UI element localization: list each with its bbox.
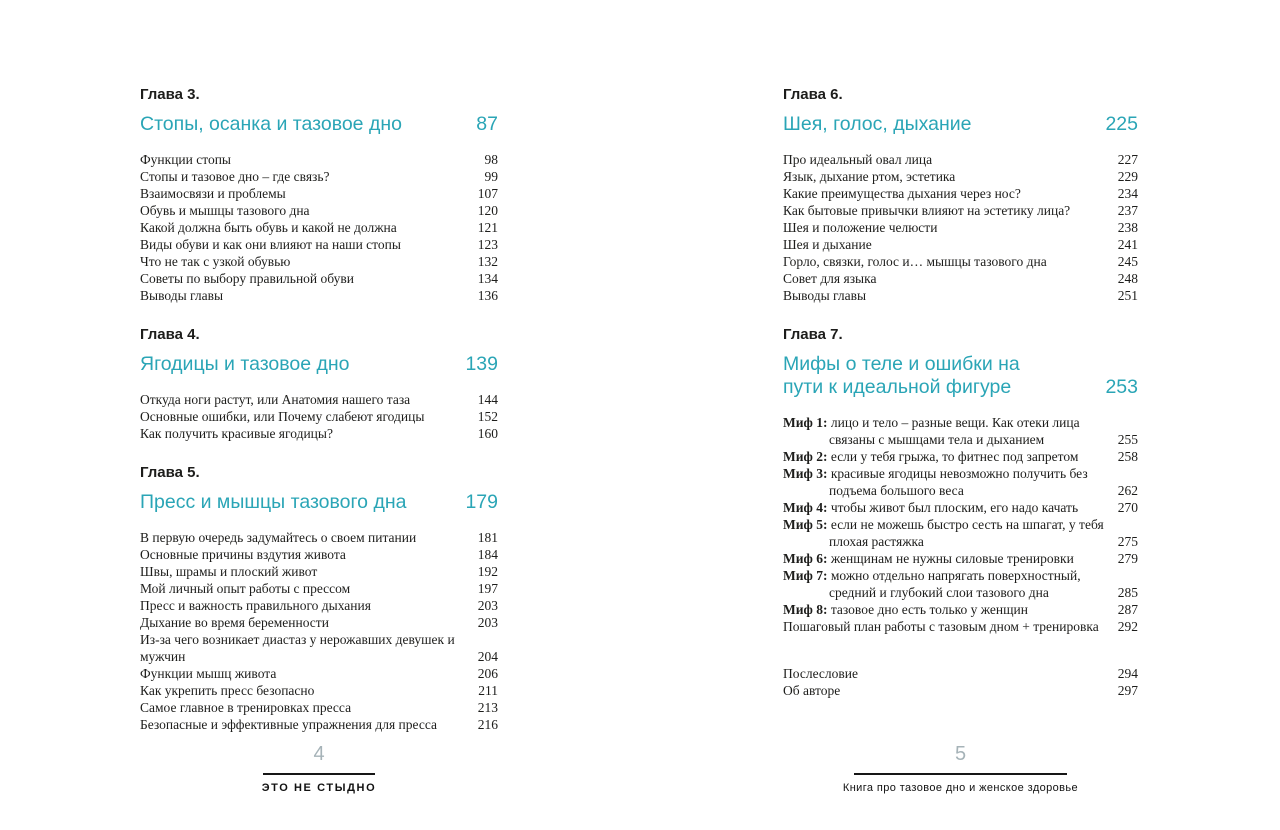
- toc-entry: [140, 529, 498, 546]
- toc-entry-text: Миф 1: лицо и тело – разные вещи. Как отеки лица связаны с мышцами тела и дыханием: [783, 415, 1080, 447]
- toc-entry-text: Послесловие: [783, 666, 858, 681]
- toc-entry-page: 184: [477, 547, 498, 562]
- toc-entry: [140, 425, 498, 442]
- toc-entry: [783, 448, 1138, 465]
- toc-entry-text: Безопасные и эффективные упражнения для пресса: [140, 717, 437, 732]
- toc-entry-page: 181: [477, 530, 498, 545]
- toc-entry-bold-prefix: Миф 6:: [783, 551, 828, 566]
- toc-entry-page: 203: [477, 598, 498, 613]
- toc-entry-text: Миф 8: тазовое дно есть только у женщин: [783, 602, 1028, 617]
- toc-entry-text: Как бытовые привычки влияют на эстетику лица?: [783, 203, 1071, 218]
- toc-entry: [783, 219, 1138, 236]
- chapter-label: Глава 4.: [140, 326, 200, 343]
- toc-entry-page: 203: [477, 615, 498, 630]
- footer-caption: Книга про тазовое дно и женское здоровье: [842, 781, 1079, 794]
- toc-entry-page: 132: [477, 254, 498, 269]
- toc-entry-text: Откуда ноги растут, или Анатомия нашего таза: [140, 392, 411, 407]
- toc-page-right: [783, 86, 1138, 699]
- toc-entry-page: 238: [1117, 220, 1138, 235]
- toc-entry-text: Какой должна быть обувь и какой не должна: [140, 220, 397, 235]
- toc-entry: [140, 202, 498, 219]
- toc-entry-page: 99: [484, 169, 498, 184]
- toc-section: [140, 86, 498, 304]
- toc-entry: [140, 546, 498, 563]
- toc-entry-page: 121: [477, 220, 498, 235]
- toc-entry-page: 294: [1117, 666, 1138, 681]
- chapter-title: Стопы, осанка и тазовое дно: [140, 113, 402, 135]
- toc-entry-page: 270: [1117, 500, 1138, 515]
- toc-entry-text: Миф 7: можно отдельно напрягать поверхностный, средний и глубокий слои тазового дна: [783, 568, 1081, 600]
- toc-entry: [783, 168, 1138, 185]
- chapter-page-number: 179: [465, 491, 498, 513]
- toc-entry-text: Выводы главы: [783, 288, 867, 303]
- toc-entry: [783, 185, 1138, 202]
- toc-entry-bold-prefix: Миф 2:: [783, 449, 828, 464]
- toc-entry-text: Из-за чего возникает диастаз у нерожавших девушек и мужчин: [140, 632, 455, 664]
- toc-entry-text: Про идеальный овал лица: [783, 152, 933, 167]
- chapter-label: Глава 3.: [140, 86, 200, 103]
- page-footer-left: [140, 743, 498, 794]
- toc-entry: [140, 253, 498, 270]
- toc-entry: [140, 287, 498, 304]
- footer-caption: ЭТО НЕ СТЫДНО: [261, 781, 377, 794]
- toc-entry-text: Как укрепить пресс безопасно: [140, 683, 315, 698]
- toc-entry-page: 287: [1117, 602, 1138, 617]
- toc-entry-text: Стопы и тазовое дно – где связь?: [140, 169, 330, 184]
- chapter-label: Глава 5.: [140, 464, 200, 481]
- toc-entry-text: Язык, дыхание ртом, эстетика: [783, 169, 956, 184]
- chapter-page-number: 87: [476, 113, 498, 135]
- toc-entry-page: 107: [477, 186, 498, 201]
- toc-entry-page: 204: [477, 649, 498, 664]
- toc-entry-text: Функции мышц живота: [140, 666, 277, 681]
- toc-entry-text: Пошаговый план работы с тазовым дном + тренировка: [783, 619, 1099, 634]
- toc-entry: [140, 614, 498, 631]
- toc-entry-page: 213: [477, 700, 498, 715]
- toc-entry-text: Советы по выбору правильной обуви: [140, 271, 354, 286]
- toc-entry-text: Самое главное в тренировках пресса: [140, 700, 352, 715]
- toc-entry-page: 197: [477, 581, 498, 596]
- toc-entry: [783, 567, 1138, 601]
- footer-rule: [854, 773, 1067, 775]
- toc-entry-page: 275: [1117, 534, 1138, 549]
- toc-entry-page: 211: [478, 683, 498, 698]
- toc-entry-text: В первую очередь задумайтесь о своем питании: [140, 530, 417, 545]
- toc-entry: [140, 597, 498, 614]
- toc-entry-page: 98: [484, 152, 498, 167]
- toc-entry: [140, 682, 498, 699]
- toc-entry-text: Совет для языка: [783, 271, 877, 286]
- toc-entry: [140, 699, 498, 716]
- toc-entry: [783, 601, 1138, 618]
- chapter-page-number: 139: [465, 353, 498, 375]
- toc-entry-bold-prefix: Миф 1:: [783, 415, 828, 430]
- toc-entry-page: 229: [1117, 169, 1138, 184]
- toc-entry-bold-prefix: Миф 7:: [783, 568, 828, 583]
- toc-entry: [783, 665, 1138, 682]
- toc-entry-page: 234: [1117, 186, 1138, 201]
- toc-entry-page: 136: [477, 288, 498, 303]
- chapter-label: Глава 6.: [783, 86, 843, 103]
- toc-entry-page: 216: [477, 717, 498, 732]
- toc-entry: [783, 618, 1138, 635]
- toc-entry: [140, 563, 498, 580]
- toc-entry: [783, 253, 1138, 270]
- toc-entry-page: 251: [1117, 288, 1138, 303]
- toc-section: [783, 665, 1138, 699]
- toc-entry-text: Миф 6: женщинам не нужны силовые тренировки: [783, 551, 1074, 566]
- toc-entry: [140, 665, 498, 682]
- toc-entry-bold-prefix: Миф 8:: [783, 602, 828, 617]
- toc-entry-page: 152: [477, 409, 498, 424]
- toc-entry-page: 227: [1117, 152, 1138, 167]
- toc-entry-page: 248: [1117, 271, 1138, 286]
- folio-page-number: 4: [313, 743, 325, 765]
- chapter-title: Пресс и мышцы тазового дна: [140, 491, 407, 513]
- toc-entry: [783, 516, 1138, 550]
- toc-entry-text: Основные ошибки, или Почему слабеют ягодицы: [140, 409, 425, 424]
- chapter-title: Мифы о теле и ошибки на пути к идеальной фигуре: [783, 353, 1020, 398]
- toc-entry: [783, 465, 1138, 499]
- toc-entry: [140, 219, 498, 236]
- toc-entry-text: Виды обуви и как они влияют на наши стопы: [140, 237, 401, 252]
- chapter-label: Глава 7.: [783, 326, 843, 343]
- chapter-title-row: [140, 353, 498, 376]
- toc-entry: [783, 682, 1138, 699]
- toc-entry-page: 245: [1117, 254, 1138, 269]
- toc-section: [140, 326, 498, 442]
- toc-entry-bold-prefix: Миф 3:: [783, 466, 828, 481]
- toc-entry-text: Пресс и важность правильного дыхания: [140, 598, 371, 613]
- toc-entry-text: Горло, связки, голос и… мышцы тазового дна: [783, 254, 1047, 269]
- chapter-title-row: [783, 113, 1138, 136]
- toc-entry-text: Как получить красивые ягодицы?: [140, 426, 333, 441]
- toc-entry-text: Миф 4: чтобы живот был плоским, его надо качать: [783, 500, 1079, 515]
- toc-entry: [140, 270, 498, 287]
- toc-entry: [140, 631, 498, 665]
- toc-entry-page: 160: [477, 426, 498, 441]
- toc-entry-page: 237: [1117, 203, 1138, 218]
- toc-entry: [783, 499, 1138, 516]
- toc-entry: [140, 151, 498, 168]
- chapter-title-row: [140, 491, 498, 514]
- toc-entry: [140, 236, 498, 253]
- toc-entry-page: 144: [477, 392, 498, 407]
- toc-entry-text: Основные причины вздутия живота: [140, 547, 346, 562]
- page-footer-right: [783, 743, 1138, 794]
- toc-entry: [783, 202, 1138, 219]
- toc-entry-text: Миф 2: если у тебя грыжа, то фитнес под запретом: [783, 449, 1079, 464]
- toc-entry-text: Что не так с узкой обувью: [140, 254, 291, 269]
- toc-section: [140, 464, 498, 733]
- toc-entry: [140, 391, 498, 408]
- chapter-page-number: 225: [1105, 113, 1138, 135]
- chapter-title: Ягодицы и тазовое дно: [140, 353, 350, 375]
- toc-entry-text: Об авторе: [783, 683, 841, 698]
- toc-entry: [783, 550, 1138, 567]
- toc-section: [783, 86, 1138, 304]
- toc-entry-page: 192: [477, 564, 498, 579]
- toc-entry: [140, 716, 498, 733]
- toc-entry: [783, 151, 1138, 168]
- toc-entry-text: Шея и положение челюсти: [783, 220, 938, 235]
- toc-entry-page: 292: [1117, 619, 1138, 634]
- chapter-title-row: [783, 353, 1138, 399]
- toc-entry-page: 134: [477, 271, 498, 286]
- toc-entry: [140, 168, 498, 185]
- toc-entry-page: 241: [1117, 237, 1138, 252]
- toc-entry: [140, 185, 498, 202]
- toc-entry: [140, 580, 498, 597]
- toc-entry: [783, 270, 1138, 287]
- folio-page-number: 5: [954, 743, 967, 765]
- toc-entry-page: 297: [1117, 683, 1138, 698]
- toc-entry-text: Мой личный опыт работы с прессом: [140, 581, 351, 596]
- toc-entry: [783, 414, 1138, 448]
- toc-entry-text: Взаимосвязи и проблемы: [140, 186, 286, 201]
- toc-entry-text: Миф 3: красивые ягодицы невозможно получить без подъема большого веса: [783, 466, 1088, 498]
- toc-section: [783, 326, 1138, 635]
- toc-entry-page: 262: [1117, 483, 1138, 498]
- chapter-title: Шея, голос, дыхание: [783, 113, 972, 135]
- toc-entry-text: Дыхание во время беременности: [140, 615, 329, 630]
- toc-entry: [140, 408, 498, 425]
- toc-entry-text: Миф 5: если не можешь быстро сесть на шпагат, у тебя плохая растяжка: [783, 517, 1104, 549]
- toc-entry: [783, 287, 1138, 304]
- footer-rule: [263, 773, 375, 775]
- toc-entry-page: 285: [1117, 585, 1138, 600]
- chapter-title-row: [140, 113, 498, 136]
- toc-entry-text: Швы, шрамы и плоский живот: [140, 564, 318, 579]
- toc-entry-bold-prefix: Миф 4:: [783, 500, 828, 515]
- toc-entry-text: Функции стопы: [140, 152, 232, 167]
- toc-entry-page: 206: [477, 666, 498, 681]
- toc-entry-text: Обувь и мышцы тазового дна: [140, 203, 310, 218]
- chapter-page-number: 253: [1105, 376, 1138, 398]
- toc-entry-text: Какие преимущества дыхания через нос?: [783, 186, 1021, 201]
- toc-entry-page: 258: [1117, 449, 1138, 464]
- toc-entry-text: Выводы главы: [140, 288, 224, 303]
- toc-entry-bold-prefix: Миф 5:: [783, 517, 828, 532]
- toc-entry-page: 120: [477, 203, 498, 218]
- toc-entry-text: Шея и дыхание: [783, 237, 872, 252]
- toc-entry-page: 255: [1117, 432, 1138, 447]
- toc-page-left: [140, 86, 498, 733]
- toc-entry-page: 279: [1117, 551, 1138, 566]
- toc-entry: [783, 236, 1138, 253]
- toc-entry-page: 123: [477, 237, 498, 252]
